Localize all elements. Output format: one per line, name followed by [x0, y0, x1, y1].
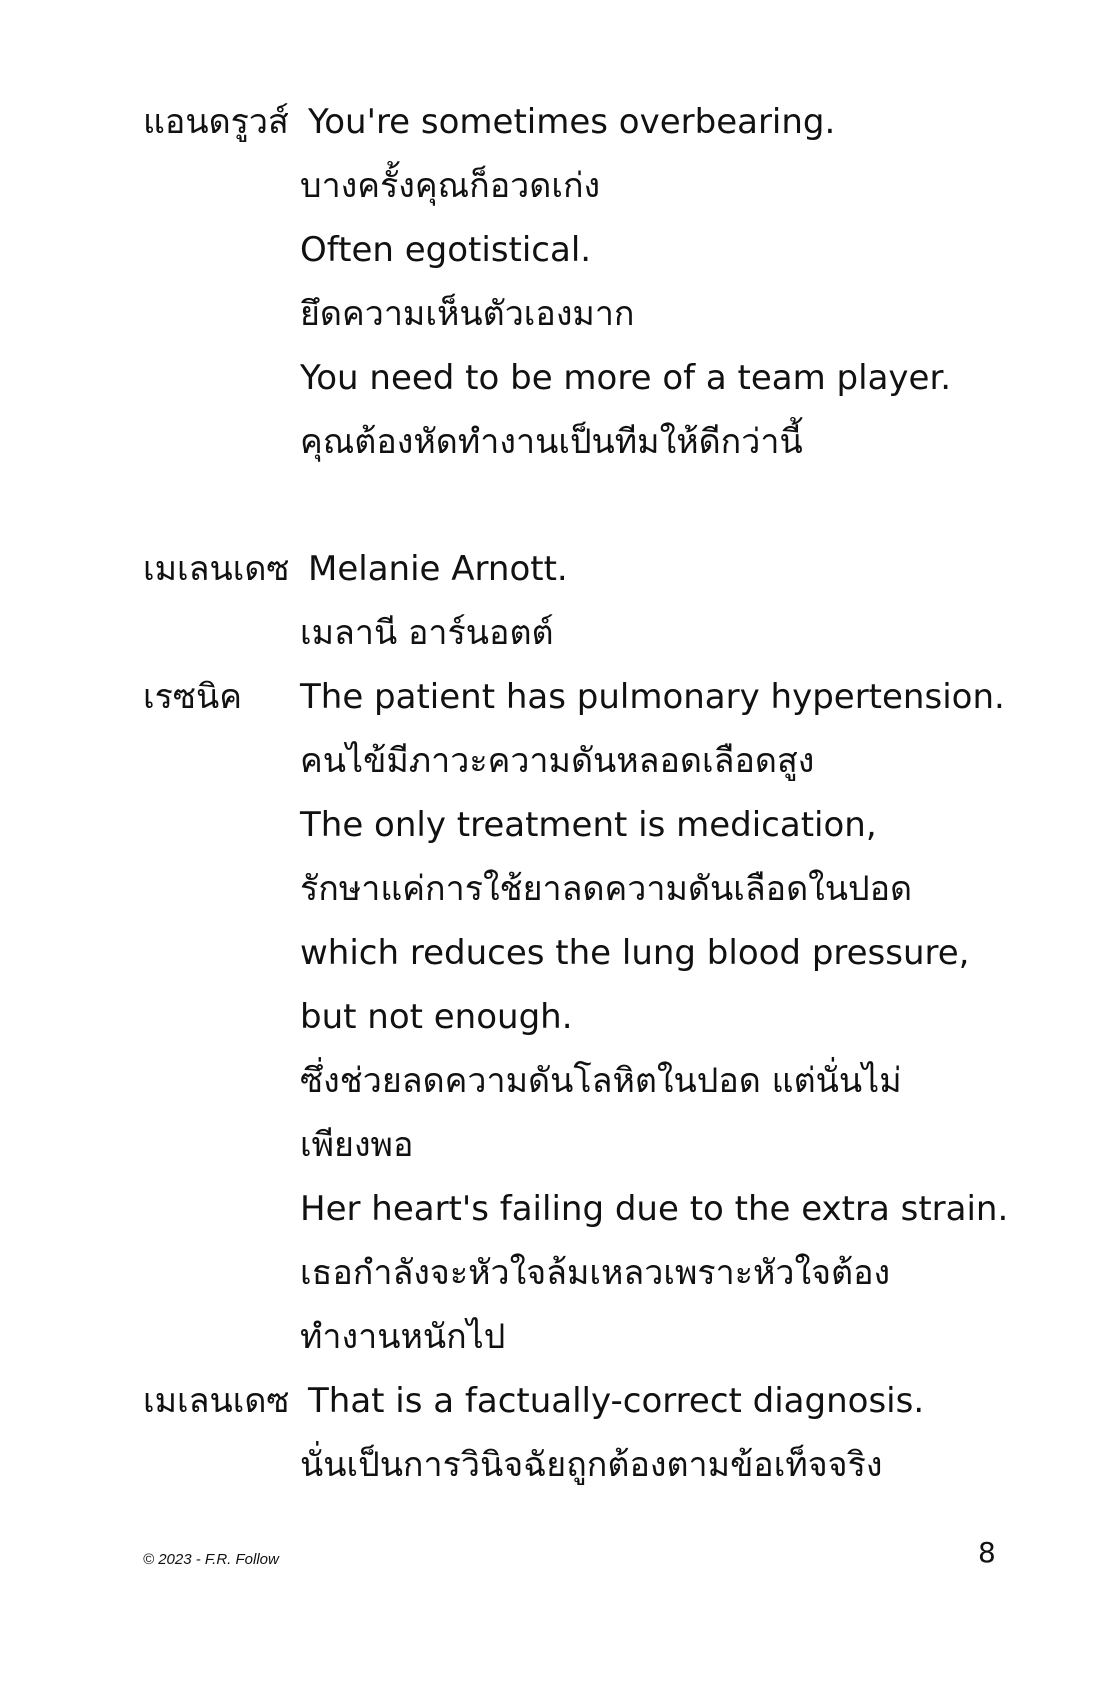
copyright-notice: © 2023 - F.R. Follow [143, 1551, 279, 1568]
dialogue-line-english: You're sometimes overbearing. [308, 102, 836, 142]
dialogue-line-thai: ซึ่งช่วยลดความดันโลหิตในปอด แต่นั่นไม่ [300, 1061, 902, 1101]
dialogue-line-english: The patient has pulmonary hypertension. [300, 677, 1005, 717]
speaker-name: แอนดรูวส์ [143, 102, 289, 142]
dialogue-line-thai: คุณต้องหัดทำงานเป็นทีมให้ดีกว่านี้ [300, 422, 803, 462]
dialogue-line-english: The only treatment is medication, [300, 805, 877, 845]
dialogue-line-english: Melanie Arnott. [308, 549, 568, 589]
dialogue-line-thai: บางครั้งคุณก็อวดเก่ง [300, 166, 601, 206]
dialogue-line-thai: ยึดความเห็นตัวเองมาก [300, 294, 635, 334]
dialogue-line-thai: รักษาแค่การใช้ยาลดความดันเลือดในปอด [300, 869, 913, 909]
dialogue-line-english: That is a factually-correct diagnosis. [308, 1381, 925, 1421]
speaker-name: เรซนิค [143, 677, 242, 717]
speaker-name: เมเลนเดซ [143, 1381, 290, 1421]
dialogue-line-thai: ทำงานหนักไป [300, 1317, 506, 1357]
speaker-name: เมเลนเดซ [143, 549, 290, 589]
dialogue-line-english: You need to be more of a team player. [300, 358, 952, 398]
page-number: 8 [978, 1536, 996, 1569]
dialogue-line-english: Her heart's failing due to the extra strain. [300, 1189, 1009, 1229]
dialogue-line-thai: นั่นเป็นการวินิจฉัยถูกต้องตามข้อเท็จจริง [300, 1445, 883, 1485]
dialogue-line-english: Often egotistical. [300, 230, 592, 270]
dialogue-line-english: which reduces the lung blood pressure, [300, 933, 970, 973]
dialogue-line-thai: เมลานี อาร์นอตต์ [300, 613, 554, 653]
dialogue-line-thai: คนไข้มีภาวะความดันหลอดเลือดสูง [300, 741, 815, 781]
dialogue-line-thai: เธอกำลังจะหัวใจล้มเหลวเพราะหัวใจต้อง [300, 1253, 891, 1293]
dialogue-line-thai: เพียงพอ [300, 1125, 414, 1165]
dialogue-line-english: but not enough. [300, 997, 573, 1037]
